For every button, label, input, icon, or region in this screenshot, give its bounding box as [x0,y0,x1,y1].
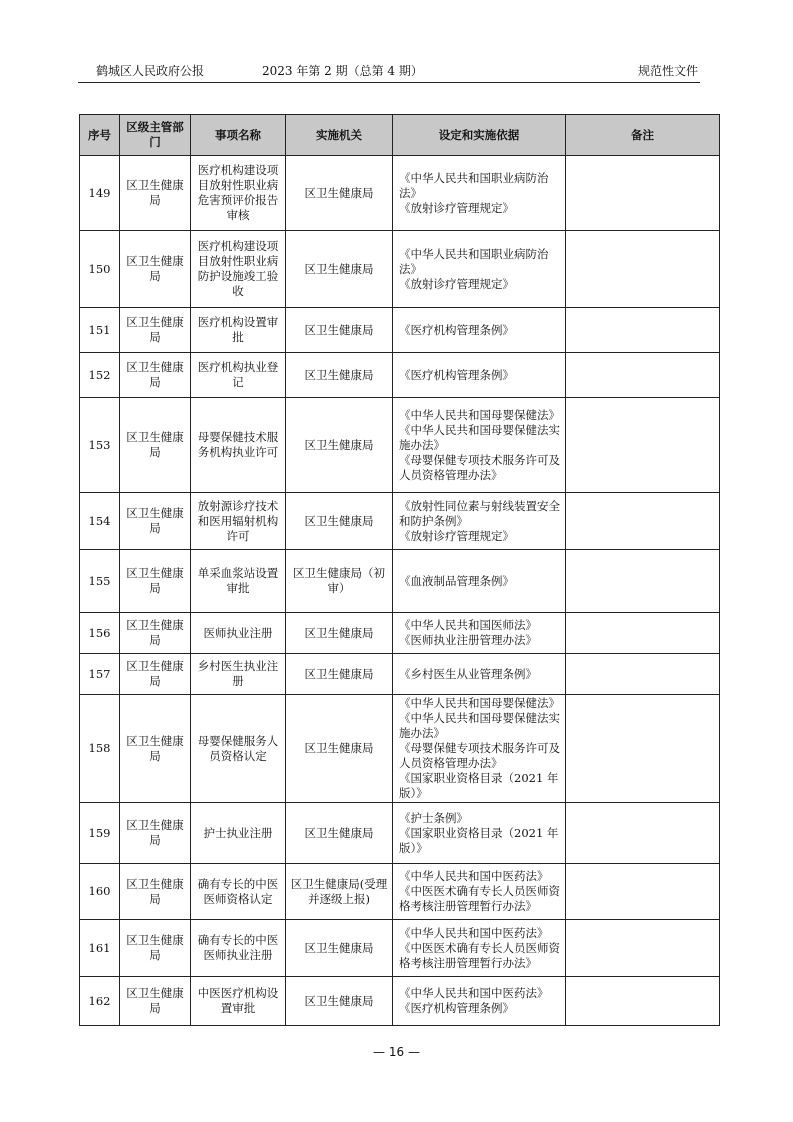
row-number: 156 [80,613,120,654]
row-agency: 区卫生健康局 [286,695,393,803]
table-row [80,920,720,977]
row-note [566,493,720,550]
basis-line: 《放射诊疗管理规定》 [399,200,514,215]
col-header-item: 事项名称 [191,115,286,156]
table-row [80,398,720,493]
col-header-note: 备注 [566,115,720,156]
row-agency: 区卫生健康局 [286,398,393,493]
header-divider [78,82,700,83]
basis-line: 《中华人民共和国母婴保健法》 [399,407,560,422]
basis-line: 《母婴保健专项技术服务许可及人员资格管理办法》 [399,741,560,770]
basis-line: 《中华人民共和国中医药法》 [399,925,549,940]
row-dept: 区卫生健康局 [120,803,191,864]
table-row [80,613,720,654]
basis-line: 《中医医术确有专长人员医师资格考核注册管理暂行办法》 [399,940,560,970]
row-note [566,550,720,613]
table-header-row [80,115,720,156]
basis-line: 《中华人民共和国职业病防治法》 [399,246,549,276]
row-number: 150 [80,231,120,308]
row-dept: 区卫生健康局 [120,864,191,920]
row-dept: 区卫生健康局 [120,308,191,353]
row-agency: 区卫生健康局 [286,353,393,398]
row-item-name: 乡村医生执业注册 [191,654,286,695]
row-number: 149 [80,156,120,231]
row-basis [393,695,566,803]
row-item-name: 单采血浆站设置审批 [191,550,286,613]
bulletin-title: 鹤城区人民政府公报 [96,64,205,78]
row-number: 162 [80,977,120,1026]
row-dept: 区卫生健康局 [120,654,191,695]
row-dept: 区卫生健康局 [120,231,191,308]
basis-line: 《放射诊疗管理规定》 [399,528,514,543]
row-basis [393,493,566,550]
row-note [566,231,720,308]
row-dept: 区卫生健康局 [120,977,191,1026]
row-item-name: 放射源诊疗技术和医用辐射机构许可 [191,493,286,550]
row-basis [393,803,566,864]
page-header [78,62,700,80]
row-item-name: 医疗机构建设项目放射性职业病防护设施竣工验收 [191,231,286,308]
basis-line: 《母婴保健专项技术服务许可及人员资格管理办法》 [399,452,560,482]
basis-line: 《中华人民共和国中医药法》 [399,986,549,1000]
basis-line: 《国家职业资格目录（2021 年版）》 [399,771,559,800]
table-row [80,156,720,231]
row-basis [393,308,566,353]
basis-line: 《放射诊疗管理规定》 [399,276,514,291]
row-number: 161 [80,920,120,977]
row-agency: 区卫生健康局 [286,654,393,695]
row-basis [393,977,566,1026]
row-item-name: 中医医疗机构设置审批 [191,977,286,1026]
row-dept: 区卫生健康局 [120,613,191,654]
basis-line: 《中华人民共和国医师法》 [399,618,537,632]
row-dept: 区卫生健康局 [120,353,191,398]
row-item-name: 母婴保健服务人员资格认定 [191,695,286,803]
table-row [80,803,720,864]
row-number: 151 [80,308,120,353]
basis-line: 《放射性同位素与射线装置安全和防护条例》 [399,498,560,528]
basis-line: 《医疗机构管理条例》 [399,322,514,337]
row-item-name: 确有专长的中医医师执业注册 [191,920,286,977]
row-agency: 区卫生健康局(受理并逐级上报) [286,864,393,920]
row-dept: 区卫生健康局 [120,695,191,803]
row-item-name: 医疗机构执业登记 [191,353,286,398]
row-basis [393,398,566,493]
row-agency: 区卫生健康局（初审） [286,550,393,613]
row-note [566,920,720,977]
row-note [566,695,720,803]
row-number: 154 [80,493,120,550]
col-header-no: 序号 [80,115,120,156]
row-basis [393,550,566,613]
row-note [566,156,720,231]
table-row [80,864,720,920]
row-dept: 区卫生健康局 [120,550,191,613]
row-number: 159 [80,803,120,864]
row-item-name: 母婴保健技术服务机构执业许可 [191,398,286,493]
basis-line: 《中华人民共和国中医药法》 [399,869,549,883]
row-agency: 区卫生健康局 [286,803,393,864]
row-note [566,353,720,398]
table-row [80,977,720,1026]
row-agency: 区卫生健康局 [286,977,393,1026]
basis-line: 《中华人民共和国母婴保健法实施办法》 [399,711,560,740]
row-basis [393,231,566,308]
row-item-name: 确有专长的中医医师资格认定 [191,864,286,920]
col-header-agency: 实施机关 [286,115,393,156]
basis-line: 《医疗机构管理条例》 [399,367,514,382]
row-agency: 区卫生健康局 [286,493,393,550]
row-agency: 区卫生健康局 [286,231,393,308]
row-number: 157 [80,654,120,695]
page-number: — 16 — [373,1045,420,1059]
basis-line: 《中华人民共和国母婴保健法实施办法》 [399,422,560,452]
row-number: 160 [80,864,120,920]
row-basis [393,654,566,695]
issue-number: 2023 年第 2 期（总第 4 期） [262,64,423,78]
row-dept: 区卫生健康局 [120,156,191,231]
row-note [566,308,720,353]
row-basis [393,353,566,398]
table-row [80,308,720,353]
basis-line: 《国家职业资格目录（2021 年版）》 [399,825,559,855]
table-row [80,550,720,613]
table-row [80,654,720,695]
row-dept: 区卫生健康局 [120,920,191,977]
table-row [80,493,720,550]
row-item-name: 护士执业注册 [191,803,286,864]
row-dept: 区卫生健康局 [120,398,191,493]
row-basis [393,613,566,654]
basis-line: 《医师执业注册管理办法》 [399,633,537,647]
row-note [566,803,720,864]
row-note [566,977,720,1026]
row-note [566,398,720,493]
row-dept: 区卫生健康局 [120,493,191,550]
row-number: 152 [80,353,120,398]
row-number: 155 [80,550,120,613]
row-note [566,654,720,695]
row-agency: 区卫生健康局 [286,308,393,353]
section-label: 规范性文件 [637,64,698,78]
table-row [80,231,720,308]
row-agency: 区卫生健康局 [286,920,393,977]
table-row [80,353,720,398]
row-basis [393,156,566,231]
basis-line: 《护士条例》 [399,810,468,825]
row-basis [393,864,566,920]
col-header-basis: 设定和实施依据 [393,115,566,156]
basis-line: 《中华人民共和国母婴保健法》 [399,696,560,710]
row-item-name: 医师执业注册 [191,613,286,654]
basis-line: 《中华人民共和国职业病防治法》 [399,170,549,200]
table-row [80,695,720,803]
approval-items-table [79,114,720,1026]
row-note [566,613,720,654]
row-item-name: 医疗机构设置审批 [191,308,286,353]
basis-line: 《血液制品管理条例》 [399,573,514,588]
basis-line: 《医疗机构管理条例》 [399,1001,514,1015]
basis-line: 《乡村医生从业管理条例》 [399,666,537,681]
row-number: 158 [80,695,120,803]
basis-line: 《中医医术确有专长人员医师资格考核注册管理暂行办法》 [399,884,560,913]
row-item-name: 医疗机构建设项目放射性职业病危害预评价报告审核 [191,156,286,231]
row-agency: 区卫生健康局 [286,613,393,654]
row-note [566,864,720,920]
col-header-dept: 区级主管部门 [120,115,191,156]
row-number: 153 [80,398,120,493]
row-agency: 区卫生健康局 [286,156,393,231]
row-basis [393,920,566,977]
